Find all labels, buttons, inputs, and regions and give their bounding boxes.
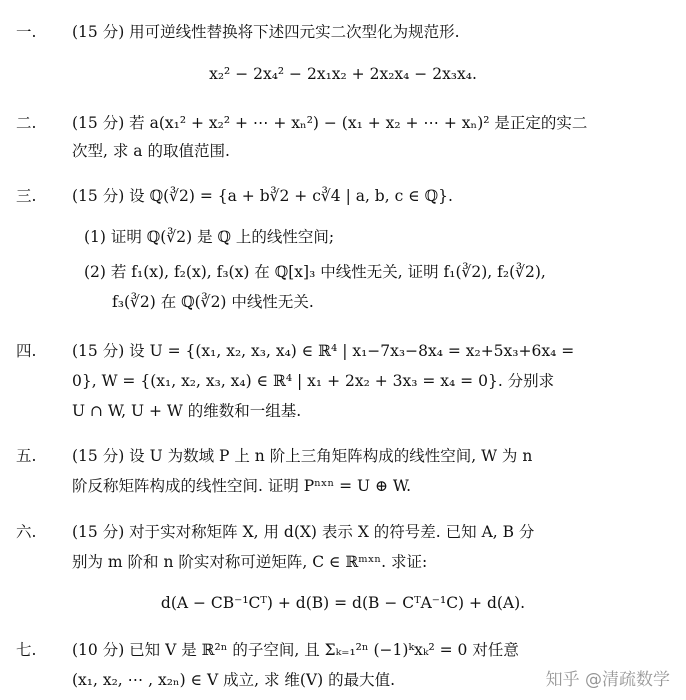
problem-text-line: (10 分) 已知 V 是 ℝ²ⁿ 的子空间, 且 Σₖ₌₁²ⁿ (−1)ᵏxₖ² = 0 对任意 [72, 641, 519, 659]
problem-number: 五. [16, 447, 37, 465]
problem-text-line: (15 分) 用可逆线性替换将下述四元实二次型化为规范形. [72, 23, 460, 41]
problem-text-line: U ∩ W, U + W 的维数和一组基. [72, 402, 302, 420]
problem-text-line: 别为 m 阶和 n 阶实对称可逆矩阵, C ∈ ℝᵐˣⁿ. 求证: [72, 553, 428, 571]
problem-number: 四. [16, 342, 37, 360]
problem-text-line: (15 分) 设 ℚ(∛2) = {a + b∛2 + c∛4 | a, b, c ∈ ℚ}. [72, 187, 453, 205]
problem-text-line: 0}, W = {(x₁, x₂, x₃, x₄) ∈ ℝ⁴ | x₁ + 2x₂ + 3x₃ = x₄ = 0}. 分别求 [72, 372, 555, 390]
problem-number: 二. [16, 114, 37, 132]
subproblem-line: (1) 证明 ℚ(∛2) 是 ℚ 上的线性空间; [84, 228, 335, 246]
equation: x₂² − 2x₄² − 2x₁x₂ + 2x₂x₄ − 2x₃x₄. [209, 65, 477, 83]
equation: d(A − CB⁻¹Cᵀ) + d(B) = d(B − CᵀA⁻¹C) + d(A). [160, 594, 526, 612]
problem-text-line: (15 分) 若 a(x₁² + x₂² + ⋯ + xₙ²) − (x₁ + x₂ + ⋯ + xₙ)² 是正定的实二 [72, 114, 588, 132]
problem-text-line: 阶反称矩阵构成的线性空间. 证明 Pⁿˣⁿ = U ⊕ W. [72, 477, 412, 495]
problem-number: 六. [16, 523, 37, 541]
watermark: 知乎 @清疏数学 [545, 670, 670, 690]
problem-number: 三. [16, 187, 37, 205]
subproblem-line: f₃(∛2) 在 ℚ(∛2) 中线性无关. [112, 293, 314, 311]
problem-text-line: (15 分) 设 U = {(x₁, x₂, x₃, x₄) ∈ ℝ⁴ | x₁−7x₃−8x₄ = x₂+5x₃+6x₄ = [72, 342, 575, 360]
problem-number: 一. [16, 23, 37, 41]
problem-number: 七. [16, 641, 37, 659]
problem-text-line: (15 分) 对于实对称矩阵 X, 用 d(X) 表示 X 的符号差. 已知 A, B 分 [72, 523, 535, 541]
problem-text-line: (15 分) 设 U 为数域 P 上 n 阶上三角矩阵构成的线性空间, W 为 n [72, 447, 533, 465]
problem-text-line: 次型, 求 a 的取值范围. [72, 142, 230, 160]
problem-text-line: (x₁, x₂, ⋯ , x₂ₙ) ∈ V 成立, 求 维(V) 的最大值. [72, 671, 396, 689]
subproblem-line: (2) 若 f₁(x), f₂(x), f₃(x) 在 ℚ[x]₃ 中线性无关, 证明 f₁(∛2), f₂(∛2), [84, 263, 546, 281]
